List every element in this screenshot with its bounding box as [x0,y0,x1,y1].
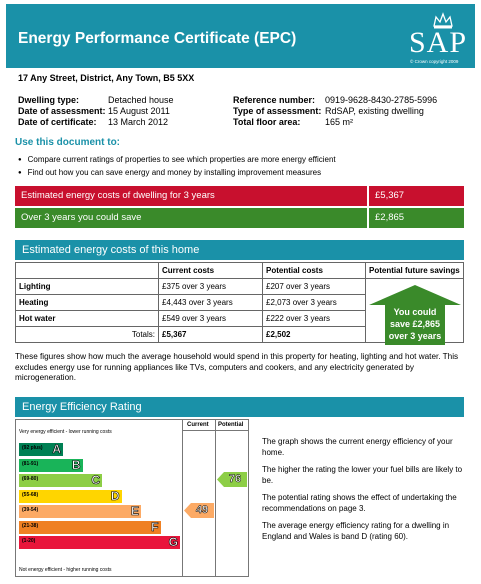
assessment-date-label: Date of assessment: [18,106,106,116]
rating-band-letter: B [71,457,81,472]
current-header: Current [187,422,209,428]
reference-label: Reference number: [233,95,316,105]
rating-band-letter: A [52,442,61,456]
table-header-current: Current costs [159,263,263,279]
rating-band-g [19,536,180,549]
rating-band-range: (81-91) [22,460,39,467]
row-potential: £2,073 over 3 years [263,295,366,311]
efficiency-paragraph-2: The higher the rating the lower your fuel bills are likely to be. [262,465,463,485]
page-title: Energy Performance Certificate (EPC) [18,30,297,47]
savings-bar [15,208,464,228]
rating-band-range: (55-68) [22,491,39,498]
divider-current [182,420,183,576]
estimated-costs-bar [15,186,464,206]
row-current: £4,443 over 3 years [159,295,263,311]
rating-band-letter: G [168,535,178,549]
costs-explanation: These figures show how much the average household would spend in this property for heating, lighting and hot water. This excludes energy use for running appliances like TVs, computers and cookers, and any electricity generated by microgeneration. [15,352,459,382]
row-label: Heating [16,295,159,311]
rating-band-range: (1-20) [22,538,36,544]
potential-header: Potential [218,422,244,428]
rating-band-a [19,443,63,456]
rating-band-letter: D [110,488,120,503]
costs-section-title: Estimated energy costs of this home [15,240,464,260]
rating-band-letter: E [130,504,139,518]
bottom-note: Not energy efficient - higher running costs [19,567,112,573]
current-rating: 49 [195,504,209,516]
rating-band-d [19,490,122,503]
totals-potential: £2,502 [263,327,366,343]
rating-band-letter: C [91,473,100,487]
rating-band-letter: F [151,519,159,534]
assessment-date-value: 15 August 2011 [108,106,170,116]
efficiency-section-title: Energy Efficiency Rating [15,397,464,417]
row-potential: £222 over 3 years [263,311,366,327]
assessment-type-label: Type of assessment: [233,106,322,116]
rating-band-f [19,521,161,534]
certificate-date-label: Date of certificate: [18,117,97,127]
property-address: 17 Any Street, District, Any Town, B5 5XX [18,73,195,83]
rating-band-range: (69-80) [22,476,39,482]
table-header-empty [16,263,159,279]
use-document-title: Use this document to: [15,137,121,148]
reference-value: 0919-9628-8430-2785-5996 [325,95,438,105]
savings-arrow-text: You could save £2,865 over 3 years [388,307,442,341]
rating-band-b [19,459,83,472]
potential-rating: 76 [228,473,242,485]
divider-header [182,430,248,431]
row-label: Lighting [16,279,159,295]
efficiency-paragraph-3: The potential rating shows the effect of undertaking the recommendations on page 3. [262,493,457,513]
rating-band-c [19,474,102,487]
rating-band-range: (21-38) [22,522,39,529]
table-header-row [16,263,464,279]
row-potential: £207 over 3 years [263,279,366,295]
certificate-date-value: 13 March 2012 [108,117,169,127]
savings-value: £2,865 [369,208,464,228]
table-header-savings: Potential future savings [366,263,464,279]
use-bullet-2: ● Find out how you can save energy and money by installing improvement measures [18,168,321,177]
top-note: Very energy efficient - lower running costs [19,429,112,435]
row-label: Hot water [16,311,159,327]
rating-band-range: (39-54) [22,507,39,513]
sap-logo: SAP [409,26,468,59]
epc-header [6,4,475,68]
estimated-costs-value: £5,367 [369,186,464,206]
efficiency-chart [15,419,249,577]
dwelling-type-label: Dwelling type: [18,95,80,105]
divider-potential [215,420,216,576]
totals-label: Totals: [16,327,159,343]
savings-label: Over 3 years you could save [15,208,367,228]
estimated-costs-label: Estimated energy costs of dwelling for 3 years [15,186,367,206]
efficiency-paragraph-1: The graph shows the current energy efficiency of your home. [262,437,453,457]
row-current: £549 over 3 years [159,311,263,327]
dwelling-type-value: Detached house [108,95,174,105]
efficiency-paragraph-4: The average energy efficiency rating for a dwelling in England and Wales is band D (rating 60). [262,521,450,541]
assessment-type-value: RdSAP, existing dwelling [325,106,424,116]
rating-band-e [19,505,141,518]
use-bullet-1: ● Compare current ratings of properties to see which properties are more energy efficient [18,155,336,164]
row-current: £375 over 3 years [159,279,263,295]
logo-copyright: © Crown copyright 2009 [410,59,459,64]
table-header-potential: Potential costs [263,263,366,279]
floor-area-value: 165 m² [325,117,354,127]
rating-band-range: (92 plus) [22,445,43,451]
totals-current: £5,367 [159,327,263,343]
floor-area-label: Total floor area: [233,117,301,127]
